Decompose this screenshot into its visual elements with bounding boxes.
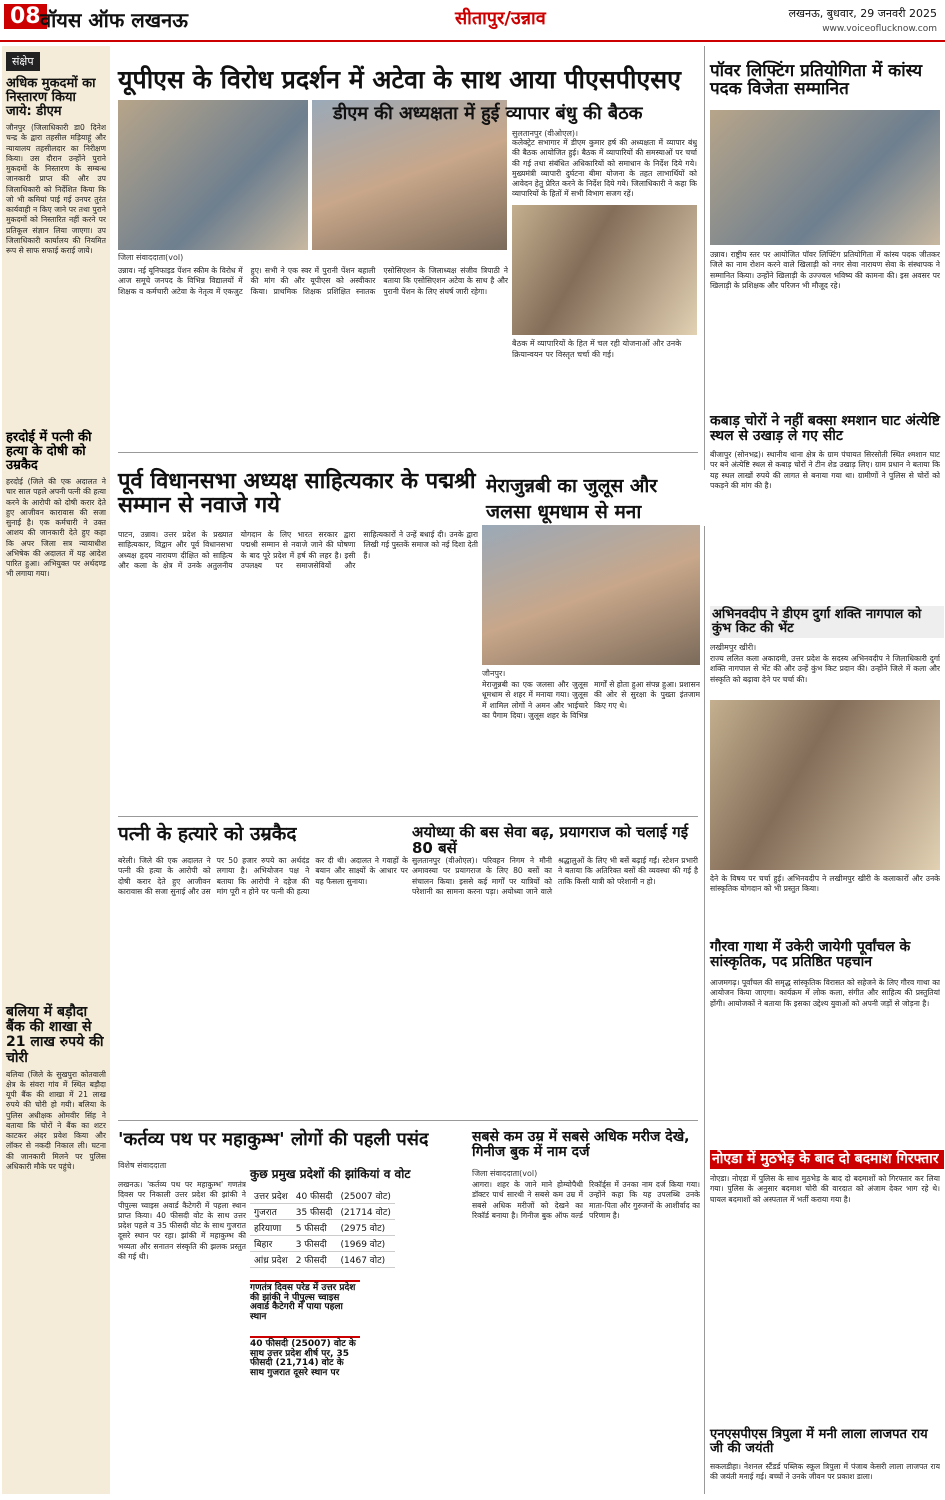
dm-caption: बैठक में व्यापारियों के हित में चल रही योजनाओं और उनके क्रियान्वयन पर विस्तृत चर्चा की गई। xyxy=(512,339,682,359)
guinness-body: आगरा। शहर के जाने माने होम्योपैथी डॉक्टर पार्थ सारथी ने सबसे कम उम्र में सबसे अधिक मरीजों को देखने का रिकॉर्ड बनाया है। गिनीज बुक ऑफ वर्ल्ड रिकॉर्ड्स में उनका नाम दर्ज किया गया। उन्होंने कहा कि यह उपलब्धि उनके माता-पिता और गुरुजनों के आशीर्वाद का परिणाम है। xyxy=(472,1180,700,1220)
guinness-headline: सबसे कम उम्र में सबसे अधिक मरीज देखे, गिनीज बुक में नाम दर्ज xyxy=(472,1129,690,1161)
bus-body: सुलतानपुर (वीओएल)। परिवहन निगम ने मौनी अमावस्या पर प्रयागराज के लिए 80 बसों का संचालन किया। इससे कई मार्गों पर यात्रियों को परेशानी का सामना करना पड़ा। अयोध्या जाने वाले श्रद्धालुओं के लिए भी बसें बढ़ाई गईं। स्टेशन प्रभारी ने बताया कि अतिरिक्त बसों की व्यवस्था की गई है ताकि किसी यात्री को परेशानी न हो। xyxy=(412,856,698,896)
dm-body: कलेक्ट्रेट सभागार में डीएम कुमार हर्ष की अध्यक्षता में व्यापार बंधु की बैठक आयोजित हुई। बैठक में व्यापारियों की समस्याओं पर चर्चा की गई तथा संबंधित अधिकारियों को समाधान के निर्देश दिये गये। मुख्यमंत्री व्यापारी दुर्घटना बीमा योजना के तहत लाभार्थियों को आवेदन हेतु प्रेरित करने के निर्देश दिये गये। जिलाधिकारी ने कहा कि व्यापारियों के हितों में सभी विभाग सजग रहें। xyxy=(512,138,697,198)
kartavya-body: लखनऊ। 'कर्तव्य पथ पर महाकुम्भ' गणतंत्र दिवस पर निकाली उत्तर प्रदेश की झांकी ने पीपुल्स च्वाइस अवार्ड कैटेगरी में पहला स्थान प्राप्त किया। 40 फीसदी वोट के साथ उत्तर प्रदेश पहले व 35 फीसदी वोट के साथ गुजरात दूसरे स्थान पर रहा। झांकी में महाकुम्भ की भव्यता और सनातन संस्कृति की झलक प्रस्तुत की गई थी। xyxy=(118,1180,246,1261)
padma-body: पाटन, उन्नाव। उत्तर प्रदेश के प्रख्यात साहित्यकार, विद्वान और पूर्व विधानसभा अध्यक्ष हृदय नारायण दीक्षित को साहित्य और कला के क्षेत्र में उनके अतुलनीय योगदान के लिए भारत सरकार द्वारा पद्मश्री सम्मान से नवाजे जाने की घोषणा के बाद पूरे प्रदेश में हर्ष की लहर है। इसी उपलक्ष्य पर समाजसेवियों और साहित्यकारों ने उन्हें बधाई दी। उनके द्वारा लिखी गई पुस्तकें समाज को नई दिशा देती हैं। xyxy=(118,530,478,570)
sports-headline: पॉवर लिफ्टिंग प्रतियोगिता में कांस्य पदक विजेता सम्मानित xyxy=(710,61,923,100)
vote-row xyxy=(250,1220,395,1236)
cremation-body: बीजापुर (सोनभद्र)। स्थानीय थाना क्षेत्र के ग्राम पंचायत सिरसोती स्थित श्मशान घाट पर बने अंत्येष्टि स्थल से कबाड़ चोरों ने टीन शेड उखाड़ लिए। ग्राम प्रधान ने बताया कि यह स्थल लाखों रुपये की लागत से बनाया गया था। ग्रामीणों ने पुलिस से चोरों को पकड़ने की मांग की है। xyxy=(710,450,940,490)
vote-cell-state: हरियाणा xyxy=(250,1220,292,1236)
brief-column xyxy=(2,46,110,1494)
vote-cell-percent: 2 फीसदी xyxy=(292,1252,337,1268)
dm-photo xyxy=(512,205,697,335)
vote-cell-percent: 35 फीसदी xyxy=(292,1204,337,1220)
section-title: सीतापुर/उन्नाव xyxy=(455,8,546,29)
page-number: 08 xyxy=(4,4,47,29)
brand-title: वॉयस ऑफ लखनऊ xyxy=(40,8,188,32)
husband-body: बरेली। जिले की एक अदालत ने पत्नी की हत्या के आरोपी को दोषी करार देते हुए आजीवन कारावास की सजा सुनाई और उस पर 50 हजार रुपये का अर्थदंड लगाया है। अभियोजन पक्ष ने बताया कि आरोपी ने दहेज की मांग पूरी न होने पर पत्नी की हत्या कर दी थी। अदालत ने गवाहों के बयान और साक्ष्यों के आधार पर यह फैसला सुनाया। xyxy=(118,856,408,896)
juloos-headline: मेराजुन्नबी का जुलूस और जलसा धूमधाम से मना xyxy=(482,470,708,526)
padma-headline: पूर्व विधानसभा अध्यक्ष साहित्यकार के पद्मश्री सम्मान से नवाजे गये xyxy=(118,469,476,518)
dm-dateline: सुलतानपुर (वीओएल)। xyxy=(512,129,579,138)
vote-cell-state: गुजरात xyxy=(250,1204,292,1220)
vote-cell-state: आंध्र प्रदेश xyxy=(250,1252,292,1268)
kartavya-table xyxy=(250,1188,470,1268)
vote-row xyxy=(250,1204,395,1220)
lead-body: उन्नाव। नई यूनिफाइड पेंशन स्कीम के विरोध में आज समूचे जनपद के विभिन्न विद्यालयों में शिक्षक व कर्मचारी अटेवा के नेतृत्व में एकजुट हुए। सभी ने एक स्वर में पुरानी पेंशन बहाली की मांग की और यूपीएस को अस्वीकार किया। प्राथमिक शिक्षक प्रशिक्षित स्नातक एसोसिएशन के जिलाध्यक्ष संजीव त्रिपाठी ने बताया कि एसोसिएशन अटेवा के साथ है और पुरानी पेंशन के लिए संघर्ष जारी रहेगा। xyxy=(118,266,508,296)
abhinav-photo xyxy=(710,700,940,870)
juloos-photo xyxy=(482,525,700,665)
brief-3-body: बलिया (जिले के सुखपुरा कोतवाली क्षेत्र के संवरा गांव में स्थित बड़ौदा यूपी बैंक की शाखा में 21 लाख रुपये की चोरी हो गयी। बलिया के पुलिस अधीक्षक ओमवीर सिंह ने बताया कि चोरों ने बैंक का शटर काटकर अंदर प्रवेश किया और लॉकर से नकदी निकाल ली। घटना की जानकारी मिलने पर पुलिस अधिकारी मौके पर पहुंचे। xyxy=(6,1069,106,1171)
vote-cell-percent: 5 फीसदी xyxy=(292,1220,337,1236)
website[interactable]: www.voiceoflucknow.com xyxy=(822,24,937,34)
sports-photo xyxy=(710,110,940,245)
brief-1-title: अधिक मुकदमों का निस्तारण किया जाये: डीएम xyxy=(6,76,96,120)
vote-cell-percent: 3 फीसदी xyxy=(292,1236,337,1252)
abhinav-caption: देने के विषय पर चर्चा हुई। अभिनवदीप ने लखीमपुर खीरी के कलाकारों और उनके सांस्कृतिक योगदान को भी प्रस्तुत किया। xyxy=(710,874,940,894)
husband-headline: पत्नी के हत्यारे को उम्रकैद xyxy=(118,823,297,845)
vote-cell-state: उत्तर प्रदेश xyxy=(250,1188,292,1204)
vote-row xyxy=(250,1236,395,1252)
lala-body: सकलडीहा। नेशनल स्टैंडर्ड पब्लिक स्कूल त्रिपुला में पंजाब केसरी लाला लाजपत राय की जयंती मनाई गई। बच्चों ने उनके जीवन पर प्रकाश डाला। xyxy=(710,1462,940,1482)
vote-row xyxy=(250,1188,395,1204)
issue-date: लखनऊ, बुधवार, 29 जनवरी 2025 xyxy=(788,7,937,20)
noida-body: नोएडा। नोएडा में पुलिस के साथ मुठभेड़ के बाद दो बदमाशों को गिरफ्तार कर लिया गया। पुलिस के अनुसार बदमाश चोरी की वारदात को अंजाम देकर भाग रहे थे। घायल बदमाशों को अस्पताल में भर्ती कराया गया है। xyxy=(710,1174,940,1204)
dm-headline: डीएम की अध्यक्षता में हुई व्यापार बंधु की बैठक xyxy=(333,103,643,124)
sports-body: उन्नाव। राष्ट्रीय स्तर पर आयोजित पॉवर लिफ्टिंग प्रतियोगिता में कांस्य पदक जीतकर जिले का नाम रोशन करने वाले खिलाड़ी को नगर सेवा नारायण सेवा के संस्थापक ने सम्मानित किया। उन्होंने खिलाड़ी के उज्ज्वल भविष्य की कामना की। इस अवसर पर खिलाड़ी के प्रशिक्षक और परिजन भी मौजूद रहे। xyxy=(710,250,940,290)
kartavya-highlight-1: गणतंत्र दिवस परेड में उत्तर प्रदेश की झांकी ने पीपुल्स च्वाइस अवार्ड कैटेगरी में पाया पहला स्थान xyxy=(250,1280,360,1323)
vote-cell-votes: (1969 वोट) xyxy=(337,1236,395,1252)
lead-photo-1 xyxy=(118,100,308,250)
bus-headline: अयोध्या की बस सेवा बढ़, प्रयागराज को चलाई गई 80 बसें xyxy=(412,823,689,858)
kartavya-dateline: विशेष संवाददाता xyxy=(118,1161,167,1170)
vote-cell-votes: (2975 वोट) xyxy=(337,1220,395,1236)
cremation-headline: कबाड़ चोरों ने नहीं बक्सा श्मशान घाट अंत्येष्टि स्थल से उखाड़ ले गए सीट xyxy=(710,413,940,445)
brief-3-title: बलिया में बड़ौदा बैंक की शाखा से 21 लाख रुपये की चोरी xyxy=(6,1004,104,1066)
vote-cell-percent: 40 फीसदी xyxy=(292,1188,337,1204)
abhinav-headline: अभिनवदीप ने डीएम दुर्गा शक्ति नागपाल को कुंभ किट की भेंट xyxy=(710,606,944,638)
gaurav-headline: गौरवा गाथा में उकेरी जायेगी पूर्वांचल के सांस्कृतिक, पद प्रतिष्ठित पहचान xyxy=(710,939,911,971)
juloos-dateline: जौनपुर। xyxy=(482,669,506,678)
lala-headline: एनएसपीएस त्रिपुला में मनी लाला लाजपत राय जी की जयंती xyxy=(710,1427,928,1457)
brief-2-title: हरदोई में पत्नी की हत्या के दोषी को उम्रकैद xyxy=(6,430,92,474)
abhinav-body: राज्य ललित कला अकादमी, उत्तर प्रदेश के सदस्य अभिनवदीप ने जिलाधिकारी दुर्गा शक्ति नागपाल से भेंट की और उन्हें कुंभ किट प्रदान की। उन्होंने जिले में कला और संस्कृति को बढ़ावा देने पर चर्चा की। xyxy=(710,654,940,684)
vote-cell-votes: (21714 वोट) xyxy=(337,1204,395,1220)
juloos-body: मेराजुन्नबी का एक जलसा और जुलूस धूमधाम से शहर में मनाया गया। जुलूस में शामिल लोगों ने अमन और भाईचारे का पैगाम दिया। जुलूस शहर के विभिन्न मार्गों से होता हुआ संपन्न हुआ। प्रशासन की ओर से सुरक्षा के पुख्ता इंतजाम किए गए थे। xyxy=(482,680,700,720)
brief-2-body: हरदोई (जिले की एक अदालत ने चार साल पहले अपनी पत्नी की हत्या करने के आरोपी को दोषी करार देते हुए आजीवन कारावास की सजा सुनाई है। एक कर्मचारी ने उक्त आशय की जानकारी देते हुए कहा कि अपर जिला सत्र न्यायाधीश अभिषेक की अदालत में यह आदेश पारित हुआ। अभियुक्त पर अर्थदण्ड भी लगाया गया। xyxy=(6,477,106,579)
kartavya-headline: 'कर्तव्य पथ पर महाकुम्भ' लोगों की पहली पसंद xyxy=(118,1129,429,1150)
vote-cell-votes: (25007 वोट) xyxy=(337,1188,395,1204)
noida-headline: नोएडा में मुठभेड़ के बाद दो बदमाश गिरफ्तार xyxy=(710,1150,944,1169)
vote-cell-votes: (1467 वोट) xyxy=(337,1252,395,1268)
vote-table xyxy=(250,1188,395,1268)
guinness-dateline: जिला संवाददाता(vol) xyxy=(472,1169,538,1178)
masthead xyxy=(0,0,945,42)
brief-1-body: जौनपुर (जिलाधिकारी डा0 दिनेश चन्द्र के द्वारा तहसील मड़ियाहूं और न्यायालय तहसीलदार का निरीक्षण किया। उस दौरान उन्होंने पुराने मुकदमों के निस्तारण के सम्बन्ध जानकारी प्राप्त की और उप जिलाधिकारी को निर्देशित किया कि जो भी कमियां पाई गई उनपर तुरंत कार्यवाही न किए जाने पर तथा पुराने मुकदमों को निस्तारित नहीं करने पर प्रतिकूल संज्ञान लिया जाएगा। उप जिलाधिकारी कार्यालय की नियमित रूप से साफ सफाई कराई जाये। xyxy=(6,123,106,256)
kartavya-table-title: कुछ प्रमुख प्रदेशों की झांकियां व वोट xyxy=(250,1167,411,1181)
lead-dateline: जिला संवाददाता(vol) xyxy=(118,253,184,262)
kartavya-highlight-2: 40 फीसदी (25007) वोट के साथ उत्तर प्रदेश शीर्ष पर, 35 फीसदी (21,714) वोट के साथ गुजरात दूसरे स्थान पर xyxy=(250,1336,360,1379)
lead-headline: यूपीएस के विरोध प्रदर्शन में अटेवा के साथ आया पीएसपीएसए xyxy=(118,65,681,94)
gaurav-body: आजमगढ़। पूर्वांचल की समृद्ध सांस्कृतिक विरासत को सहेजने के लिए गौरव गाथा का आयोजन किया जाएगा। कार्यक्रम में लोक कला, संगीत और साहित्य की प्रस्तुतियां होंगी। आयोजकों ने बताया कि इसका उद्देश्य युवाओं को अपनी जड़ों से जोड़ना है। xyxy=(710,978,940,1008)
abhinav-dateline: लखीमपुर खीरी। xyxy=(710,643,757,652)
brief-tag: संक्षेप xyxy=(6,52,40,71)
vote-row xyxy=(250,1252,395,1268)
vote-cell-state: बिहार xyxy=(250,1236,292,1252)
